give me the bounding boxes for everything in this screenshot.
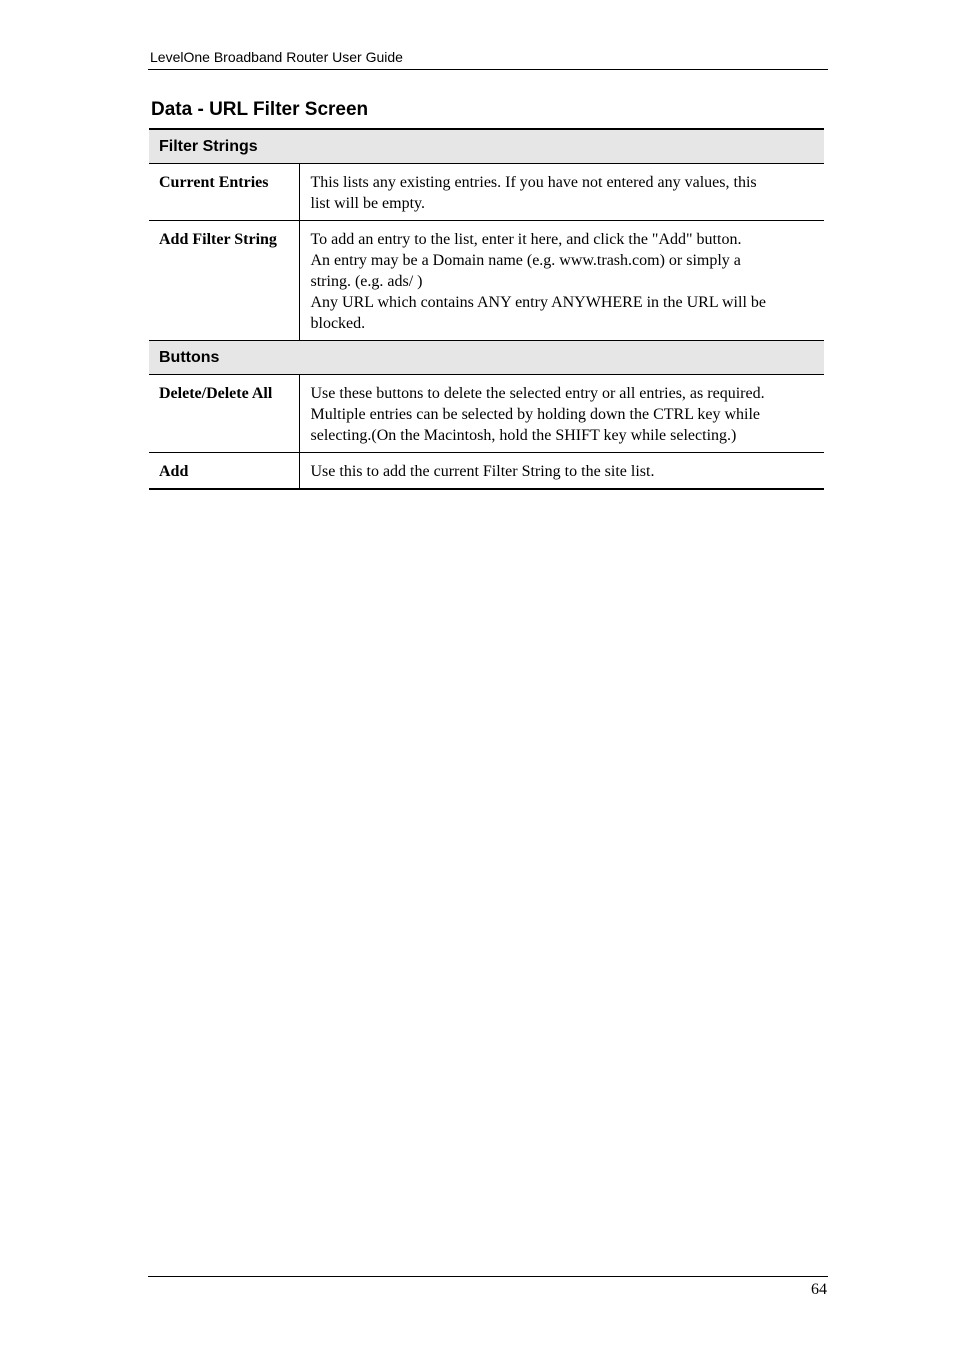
description-line: Use these buttons to delete the selected entry or all entries, as required. — [310, 385, 765, 402]
running-header: LevelOne Broadband Router User Guide — [150, 49, 403, 65]
row-description-add — [299, 453, 824, 490]
group-heading-filter-strings: Filter Strings — [149, 129, 824, 164]
row-description-current-entries — [299, 164, 824, 221]
description-line: This lists any existing entries. If you have not entered any values, this — [310, 174, 757, 191]
description-line: Multiple entries can be selected by holding down the CTRL key while — [310, 406, 761, 423]
row-label-add: Add — [149, 453, 299, 490]
row-description-delete-delete-all — [299, 375, 824, 453]
table-row-add-filter-string — [149, 221, 824, 341]
row-label-add-filter-string: Add Filter String — [149, 221, 299, 341]
table-row-current-entries — [149, 164, 824, 221]
table-row-add — [149, 453, 824, 490]
table-row-delete-delete-all — [149, 375, 824, 453]
row-description-add-filter-string — [299, 221, 824, 341]
row-label-delete-delete-all: Delete/Delete All — [149, 375, 299, 453]
description-line: Use this to add the current Filter String to the site list. — [310, 463, 655, 480]
group-row-filter-strings — [149, 129, 824, 164]
group-heading-buttons: Buttons — [149, 341, 824, 375]
row-label-current-entries: Current Entries — [149, 164, 299, 221]
description-line: list will be empty. — [310, 195, 426, 212]
footer-rule — [148, 1276, 828, 1277]
description-line: An entry may be a Domain name (e.g. www.trash.com) or simply a — [310, 252, 741, 269]
description-line: selecting.(On the Macintosh, hold the SHIFT key while selecting.) — [310, 427, 737, 444]
description-line: string. (e.g. ads/ ) — [310, 273, 423, 290]
description-line: Any URL which contains ANY entry ANYWHERE in the URL will be — [310, 294, 766, 311]
description-line: To add an entry to the list, enter it here, and click the "Add" button. — [310, 231, 742, 248]
description-line: blocked. — [310, 315, 366, 332]
section-title: Data - URL Filter Screen — [151, 99, 369, 120]
header-rule — [148, 69, 828, 70]
url-filter-reference-table — [149, 128, 824, 490]
page-number: 64 — [811, 1281, 827, 1298]
group-row-buttons — [149, 341, 824, 375]
